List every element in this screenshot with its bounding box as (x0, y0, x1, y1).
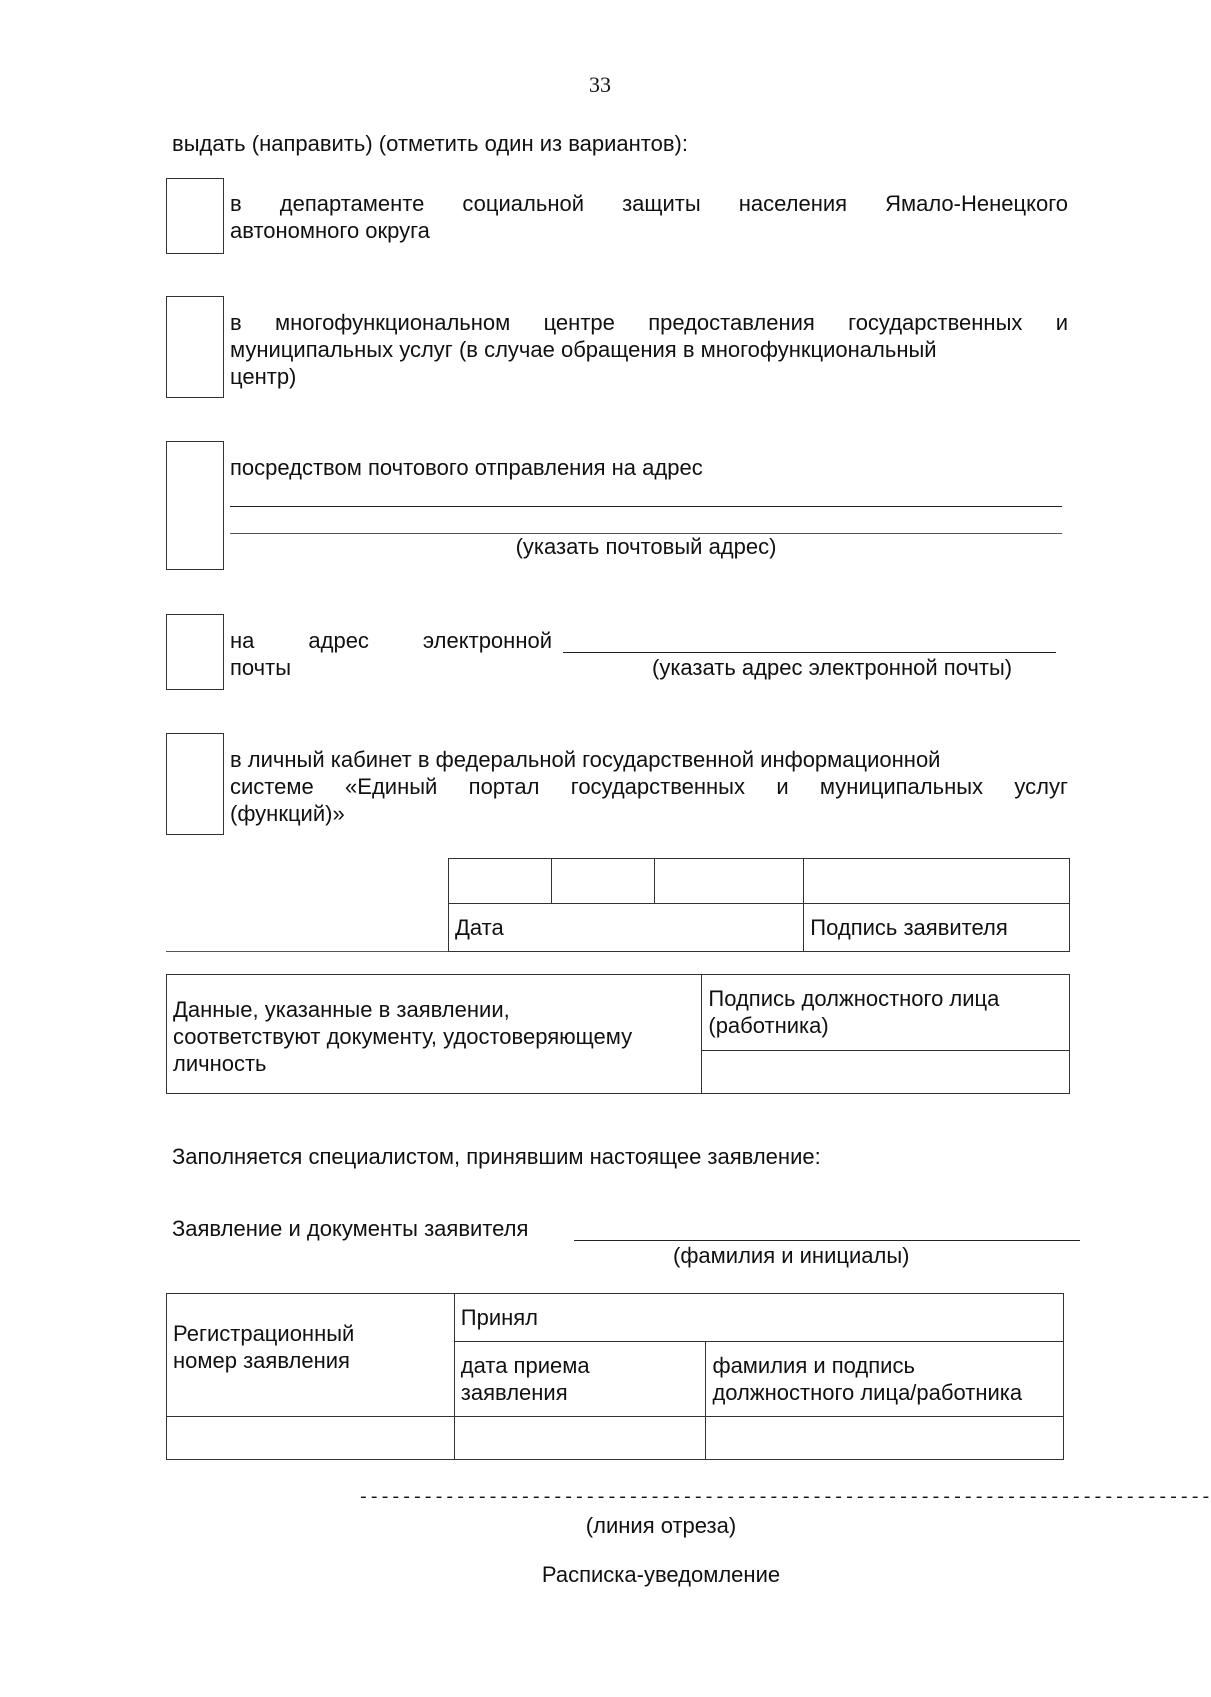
accept-date-line2: заявления (460, 1380, 568, 1405)
reg-number-line1: Регистрационный (173, 1321, 355, 1346)
verification-text-line3: личность (173, 1050, 267, 1076)
date-year-cell[interactable] (654, 859, 804, 904)
option-gosuslugi-line2: системе «Единый портал государственных и муниципальных услуг (230, 774, 1068, 799)
reg-number-cell[interactable] (167, 1417, 455, 1460)
option-email-line2: почты (230, 655, 292, 680)
option-gosuslugi-line3: (функций)» (230, 801, 345, 826)
page-number: 33 (589, 72, 611, 97)
postal-address-line-1[interactable] (230, 506, 1062, 507)
official-name-cell[interactable] (706, 1417, 1064, 1460)
option-email-line1: на адрес электронной (230, 628, 552, 653)
verification-table (166, 974, 1070, 1094)
verification-text-line2: соответствуют документу, удостоверяющему (173, 1023, 633, 1049)
accept-date-label-cell (454, 1342, 706, 1417)
signature-cell[interactable] (804, 859, 1070, 904)
official-name-line1: фамилия и подпись (712, 1353, 915, 1378)
verification-text-line1: Данные, указанные в заявлении, (173, 996, 510, 1022)
option-gosuslugi-line1: в личный кабинет в федеральной государственной информационной (230, 747, 941, 772)
postal-address-hint: (указать почтовый адрес) (515, 534, 777, 559)
cut-line-label: (линия отреза) (585, 1513, 737, 1538)
date-day-cell[interactable] (449, 859, 552, 904)
registration-table (166, 1293, 1064, 1460)
left-underline (166, 951, 448, 952)
option-department-checkbox[interactable] (166, 178, 224, 254)
option-gosuslugi-checkbox[interactable] (166, 733, 224, 835)
option-mfc-line2: муниципальных услуг (в случае обращения в многофункциональный (230, 337, 937, 362)
docs-name-hint: (фамилия и инициалы) (673, 1243, 910, 1268)
official-signature-line1: Подпись должностного лица (708, 986, 1000, 1011)
option-mfc-line3: центр) (230, 364, 297, 389)
email-address-line[interactable] (563, 652, 1056, 653)
option-email-checkbox[interactable] (166, 614, 224, 690)
intro-text: выдать (направить) (отметить один из вариантов): (172, 131, 688, 156)
official-signature-cell[interactable] (702, 1051, 1070, 1094)
accept-date-cell[interactable] (454, 1417, 706, 1460)
docs-label: Заявление и документы заявителя (172, 1216, 529, 1241)
reg-number-label-cell (167, 1294, 455, 1417)
date-label: Дата (449, 904, 804, 952)
accepted-label: Принял (454, 1294, 1063, 1342)
email-address-hint: (указать адрес электронной почты) (652, 655, 1013, 680)
official-signature-label-cell (702, 975, 1070, 1051)
option-mfc-checkbox[interactable] (166, 296, 224, 398)
reg-number-line2: номер заявления (173, 1348, 350, 1373)
date-signature-table (448, 858, 1070, 952)
option-mfc-line1: в многофункциональном центре предоставления государственных и (230, 310, 1068, 335)
signature-label: Подпись заявителя (804, 904, 1070, 952)
docs-name-line[interactable] (574, 1240, 1080, 1241)
official-signature-line2: (работника) (708, 1013, 829, 1038)
option-post-line1: посредством почтового отправления на адрес (230, 455, 703, 480)
receipt-title: Расписка-уведомление (541, 1562, 781, 1587)
option-department-line1: в департаменте социальной защиты населения Ямало-Ненецкого (230, 191, 1068, 216)
date-month-cell[interactable] (551, 859, 654, 904)
accept-date-line1: дата приема (460, 1353, 590, 1378)
official-name-label-cell (706, 1342, 1064, 1417)
cut-line: ------------------------------------------------------------------------------- (358, 1488, 1211, 1508)
verification-text-cell (167, 975, 702, 1094)
option-department-line2: автономного округа (230, 218, 430, 243)
filled-by-text: Заполняется специалистом, принявшим настоящее заявление: (172, 1144, 821, 1169)
option-post-checkbox[interactable] (166, 441, 224, 570)
official-name-line2: должностного лица/работника (712, 1380, 1023, 1405)
